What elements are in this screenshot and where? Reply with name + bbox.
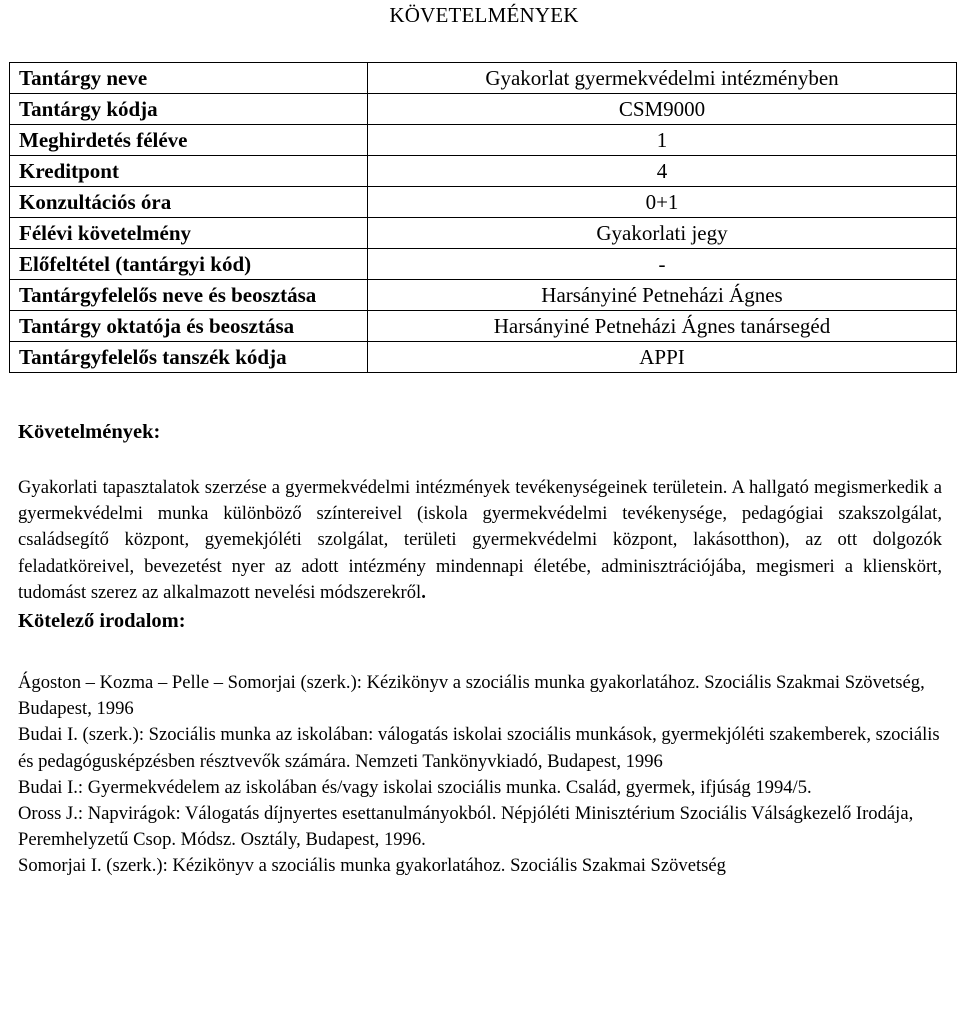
info-label: Meghirdetés féléve xyxy=(10,125,368,156)
literature-item: Budai I.: Gyermekvédelem az iskolában és/vagy iskolai szociális munka. Család, gyermek, ifjúság 1994/5. xyxy=(18,776,812,798)
info-label: Tantárgy oktatója és beosztása xyxy=(10,311,368,342)
table-row xyxy=(10,218,957,249)
literature-item: Oross J.: Napvirágok: Válogatás díjnyertes esettanulmányokból. Népjóléti Minisztérium Szociális Válságkezelő Irodája, Peremhelyzetű Csop. Módsz. Osztály, Budapest, 1996. xyxy=(18,803,914,851)
info-value: - xyxy=(368,249,957,280)
literature-item: Ágoston – Kozma – Pelle – Somorjai (szerk.): Kézikönyv a szociális munka gyakorlatához. Szociális Szakmai Szövetség, Budapest, 1996 xyxy=(18,672,925,720)
literature-heading: Kötelező irodalom: xyxy=(18,610,186,633)
requirements-paragraph xyxy=(18,475,942,606)
document-title: KÖVETELMÉNYEK xyxy=(389,3,579,27)
requirements-end-mark: . xyxy=(421,581,426,603)
info-value: 0+1 xyxy=(368,187,957,218)
table-row xyxy=(10,249,957,280)
table-row xyxy=(10,342,957,373)
table-row xyxy=(10,94,957,125)
document-body xyxy=(18,417,942,880)
info-label: Tantárgyfelelős tanszék kódja xyxy=(10,342,368,373)
info-value: 1 xyxy=(368,125,957,156)
info-label: Tantárgy kódja xyxy=(10,94,368,125)
info-value: 4 xyxy=(368,156,957,187)
info-label: Tantárgyfelelős neve és beosztása xyxy=(10,280,368,311)
info-value: Harsányiné Petneházi Ágnes tanársegéd xyxy=(368,311,957,342)
table-row xyxy=(10,280,957,311)
course-info-table xyxy=(9,62,957,373)
table-row xyxy=(10,63,957,94)
info-value: Gyakorlat gyermekvédelmi intézményben xyxy=(368,63,957,94)
requirements-text: Gyakorlati tapasztalatok szerzése a gyermekvédelmi intézmények tevékenységeinek területein. A hallgató megismerkedik a gyermekvédelmi munka különböző színtereivel (iskola gyermekvédelmi tevékenysége, pedagógiai szakszolgálat, családsegítő központ, gyemekjóléti szolgálat, területi gyermekvédelmi központ, lakásotthon), az ott dolgozók feladatköreivel, bevezetést nyer az adott intézmény mindennapi életébe, adminisztrációjába, megismeri a klienskört, tudomást szerez az alkalmazott nevelési módszerekről xyxy=(18,477,942,603)
info-label: Tantárgy neve xyxy=(10,63,368,94)
info-label: Konzultációs óra xyxy=(10,187,368,218)
literature-item: Somorjai I. (szerk.): Kézikönyv a szociális munka gyakorlatához. Szociális Szakmai Szövetség xyxy=(18,855,726,877)
literature-item: Budai I. (szerk.): Szociális munka az iskolában: válogatás iskolai szociális munkások, gyermekjóléti szakemberek, szociális és pedagógusképzésben résztvevők számára. Nemzeti Tankönyvkiadó, Budapest, 1996 xyxy=(18,724,940,772)
requirements-heading: Követelmények: xyxy=(18,421,161,443)
info-value: CSM9000 xyxy=(368,94,957,125)
info-label: Előfeltétel (tantárgyi kód) xyxy=(10,249,368,280)
info-label: Kreditpont xyxy=(10,156,368,187)
table-row xyxy=(10,156,957,187)
info-value: APPI xyxy=(368,342,957,373)
table-row xyxy=(10,125,957,156)
table-row xyxy=(10,187,957,218)
info-label: Félévi követelmény xyxy=(10,218,368,249)
table-row xyxy=(10,311,957,342)
info-value: Gyakorlati jegy xyxy=(368,218,957,249)
info-value: Harsányiné Petneházi Ágnes xyxy=(368,280,957,311)
